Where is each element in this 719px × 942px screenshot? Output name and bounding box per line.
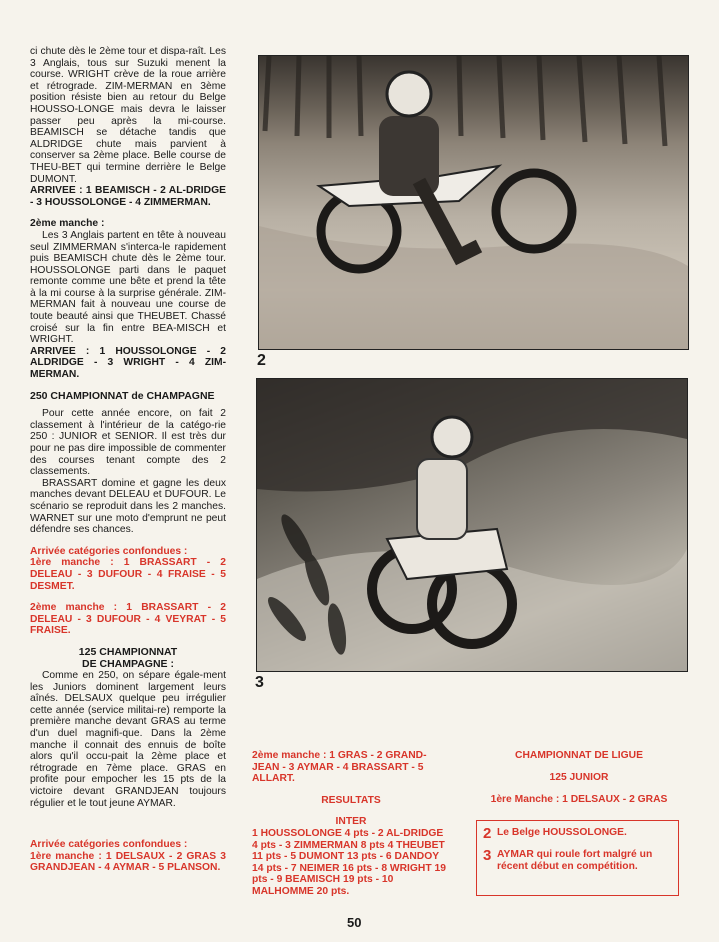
- ligue-manche-1: 1ère Manche : 1 DELSAUX - 2 GRAS: [490, 794, 668, 805]
- caption-number: 2: [483, 825, 492, 842]
- c125-results-1: 1ère manche : 1 DELSAUX - 2 GRAS 3 GRANDJEAN - 4 AYMAR - 5 PLANSON.: [30, 850, 226, 874]
- caption-2: [483, 827, 672, 841]
- paragraph-intro: ci chute dès le 2ème tour et dispa-raît. Les 3 Anglais, tous sur Suzuki menent la course. WRIGHT crève de la roue arrière et rétrograde. ZIM-MERMAN en 3ème position résiste bien au retour du Belge HOUSSO-LONGE mais devra le laisser passer peu après la mi-course. BEAMISCH se détache tandis que ALDRIDGE chute mais parvient à conserver sa 2ème place. Belle course de THEU-BET qui termine derrière le Belge DUMONT.: [30, 46, 226, 185]
- arrivee-1: ARRIVEE : 1 BEAMISCH - 2 AL-DRIDGE - 3 HOUSSOLONGE - 4 ZIMMERMAN.: [30, 185, 226, 208]
- middle-column: [252, 750, 450, 898]
- c250-results-1: 1ère manche : 1 BRASSART - 2 DELEAU - 3 DUFOUR - 4 FRAISE - 5 DESMET.: [30, 557, 226, 592]
- c250-heading: 250 CHAMPIONNAT de CHAMPAGNE: [30, 389, 215, 402]
- c250-results-2: 2ème manche : 1 BRASSART - 2 DELEAU - 3 DUFOUR - 4 VEYRAT - 5 FRAISE.: [30, 602, 226, 637]
- caption-text: AYMAR qui roule fort malgré un récent début en compétition.: [497, 849, 653, 872]
- figure-number-2: 2: [257, 352, 266, 369]
- caption-number: 3: [483, 847, 492, 864]
- caption-text: Le Belge HOUSSOLONGE.: [497, 827, 627, 838]
- c250-results-heading: Arrivée catégories confondues :: [30, 545, 188, 557]
- manche-2-text: Les 3 Anglais partent en tête à nouveau seul ZIMMERMAN s'interca-le rapidement puis BEAMISCH chute dès le 2ème tour. HOUSSOLONGE parti dans le paquet remonte comme une bête et prend la tête à la mi course à la surprise générale. ZIM-MERMAN fait à nouveau une course de toute beauté ainsi que THEUBET. Chassé croisé sur la fin entre BEA-MISCH et WRIGHT.: [30, 229, 226, 346]
- c125-heading-1: 125 CHAMPIONNAT: [78, 645, 178, 658]
- c125-manche-2: 2ème manche : 1 GRAS - 2 GRAND-JEAN - 3 AYMAR - 4 BRASSART - 5 ALLART.: [252, 750, 427, 785]
- junior-heading: 125 JUNIOR: [549, 772, 609, 783]
- c125-text: Comme en 250, on sépare égale-ment les Juniors dominent largement leurs aînés. DELSAUX quelque peu irrégulier cette année (service militai-re) remporte la première manche devant GRAS au terme d'un duel magnifi-que. Dans la 2ème manche il connait des ennuis de boîte alors qu'il occu-pait la 2ème place et rétrograde en 7ème place. GRAS en profite pour empocher les 15 pts de la victoire devant GRANDJEAN toujours régulier et le tout jeune AYMAR.: [30, 670, 226, 809]
- left-column: [30, 46, 226, 874]
- caption-box: [476, 820, 679, 896]
- page-number: 50: [347, 915, 362, 930]
- right-column: [476, 750, 682, 806]
- inter-heading: INTER: [335, 816, 367, 828]
- resultats-heading: RESULTATS: [321, 794, 381, 806]
- arrivee-2: ARRIVEE : 1 HOUSSOLONGE - 2 ALDRIDGE - 3 WRIGHT - 4 ZIM-MERMAN.: [30, 345, 226, 381]
- inter-results: 1 HOUSSOLONGE 4 pts - 2 AL-DRIDGE 4 pts - 3 ZIMMERMAN 8 pts 4 THEUBET 11 pts - 5 DUMONT 13 pts - 6 DANDOY 14 pts - 7 NEIMER 16 pts - 8 WRIGHT 19 pts - 9 BEAMISCH 19 pts - 10 MALHOMME 20 pts.: [252, 827, 446, 897]
- manche-2-heading: 2ème manche :: [30, 218, 105, 230]
- c125-results-heading: Arrivée catégories confondues :: [30, 839, 188, 851]
- c125-heading-2: DE CHAMPAGNE :: [82, 657, 174, 670]
- photo-houssolonge: [258, 55, 689, 350]
- photo-aymar: [256, 378, 688, 672]
- ligue-heading: CHAMPIONNAT DE LIGUE: [515, 750, 643, 761]
- caption-3: [483, 849, 672, 873]
- figure-number-3: 3: [255, 674, 264, 691]
- c250-paragraph-1: Pour cette année encore, on fait 2 classement à l'intérieur de la catégo-rie 250 : JUNIOR et SENIOR. Il est très dur pour ne pas dire impossible de commenter des courses tenant compte des 2 classements.: [30, 408, 226, 478]
- c250-paragraph-2: BRASSART domine et gagne les deux manches devant DELEAU et DUFOUR. Le scénario se reproduit dans les 2 manches. WARNET sur une moto d'emprunt ne peut défendre ses chances.: [30, 477, 226, 536]
